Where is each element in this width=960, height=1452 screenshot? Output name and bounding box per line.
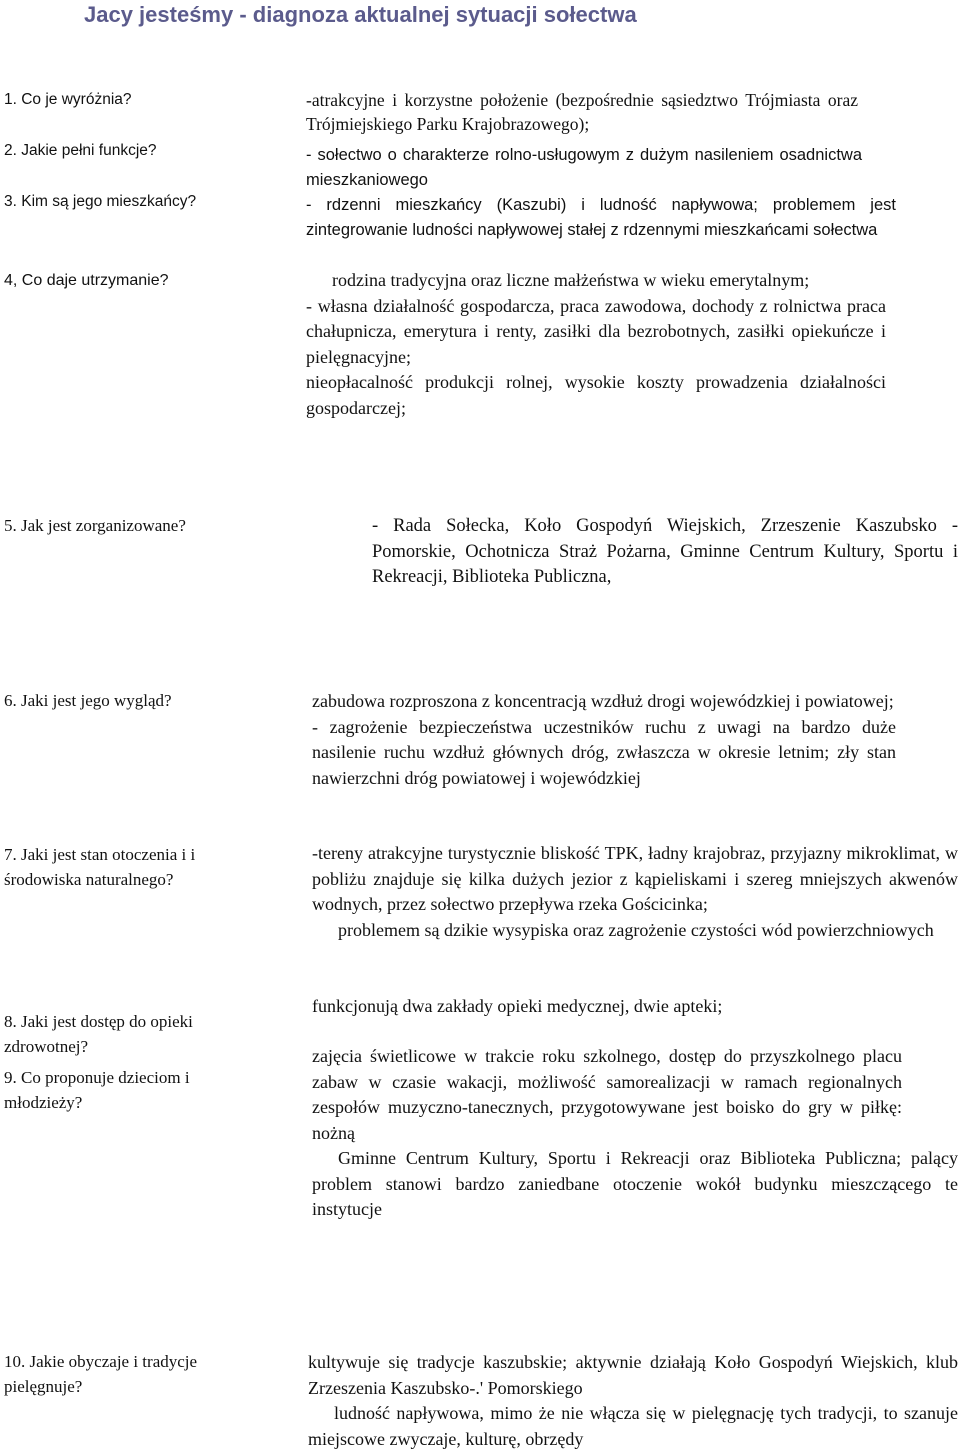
question-3: 3. Kim są jego mieszkańcy? (4, 193, 197, 210)
answer-4-line-1: rodzina tradycyjna oraz liczne małżeństwa w wieku emerytalnym; (332, 270, 810, 290)
question-7: 7. Jaki jest stan otoczenia i i środowiska naturalnego? (4, 845, 196, 889)
answer-1: -atrakcyjne i korzystne położenie (bezpośrednie sąsiedztwo Trójmiasta oraz Trójmiejskiego Parku Krajobrazowego); (306, 90, 858, 134)
answer-9-line-1: zajęcia świetlicowe w trakcie roku szkolnego, dostęp do przyszkolnego placu zabaw w czasie wakacji, możliwość samorealizacji w ramach regionalnych zespołów muzyczno-tanecznych, przygotowywane jest boisko do gry w piłkę: nożną (312, 1046, 902, 1143)
answer-4-line-3: nieopłacalność produkcji rolnej, wysokie koszty prowadzenia działalności gospodarczej; (306, 372, 886, 418)
answer-7 (312, 841, 958, 943)
answer-7-line-2: problemem są dzikie wysypiska oraz zagrożenie czystości wód powierzchniowych (338, 919, 934, 940)
page-title: Jacy jesteśmy - diagnoza aktualnej sytuacji sołectwa (84, 2, 637, 27)
answer-9-line-2: Gminne Centrum Kultury, Sportu i Rekreacji oraz Biblioteka Publiczna; palący problem stanowi bardzo zaniedbane otoczenie wokół budynku mieszczącego te instytucje (312, 1148, 958, 1219)
answer-10-line-1: kultywuje się tradycje kaszubskie; aktywnie działają Koło Gospodyń Wiejskich, klub Zrzeszenia Kaszubsko-.' Pomorskiego (308, 1352, 958, 1398)
answer-5: - Rada Sołecka, Koło Gospodyń Wiejskich, Zrzeszenie Kaszubsko - Pomorskie, Ochotnicza Straż Pożarna, Gminne Centrum Kultury, Sportu i Rekreacji, Biblioteka Publiczna, (372, 516, 958, 587)
answer-8: funkcjonują dwa zakłady opieki medycznej, dwie apteki; (312, 996, 723, 1016)
answer-10-line-2: ludność napływowa, mimo że nie włącza się w pielęgnację tych tradycji, to szanuje miejscowe zwyczaje, kulturę, obrzędy (308, 1403, 958, 1449)
answer-6-line-2: - zagrożenie bezpieczeństwa uczestników ruchu z uwagi na bardzo duże nasilenie ruchu wzdłuż głównych dróg, zwłaszcza w okresie letnim; zły stan nawierzchni dróg powiatowej i wojewódzkiej (312, 716, 896, 788)
question-10: 10. Jakie obyczaje i tradycje pielęgnuje? (4, 1352, 198, 1396)
answer-9 (312, 1044, 958, 1223)
question-9: 9. Co proponuje dzieciom i młodzieży? (4, 1068, 190, 1112)
answer-4-line-2: - własna działalność gospodarcza, praca zawodowa, dochody z rolnictwa praca chałupnicza, emerytura i renty, zasiłki dla bezrobotnych, zasiłki opiekuńcze i pielęgnacyjne; (306, 295, 886, 367)
question-4: 4, Co daje utrzymanie? (4, 272, 169, 289)
question-8: 8. Jaki jest dostęp do opieki zdrowotnej? (4, 1012, 193, 1056)
question-2: 2. Jakie pełni funkcje? (4, 142, 157, 159)
answer-4 (306, 268, 886, 421)
question-5: 5. Jak jest zorganizowane? (4, 516, 186, 535)
answer-6-line-1: zabudowa rozproszona z koncentracją wzdłuż drogi wojewódzkiej i powiatowej; (312, 691, 894, 711)
question-1: 1. Co je wyróżnia? (4, 91, 132, 108)
answer-10 (308, 1350, 958, 1452)
question-6: 6. Jaki jest jego wygląd? (4, 691, 172, 710)
answer-7-line-1: -tereny atrakcyjne turystycznie bliskość TPK, ładny krajobraz, przyjazny mikroklimat, w pobliżu znajduje się kilka dużych jezior z kąpieliskami i szereg mniejszych akwenów wodnych, przez sołectwo przepływa rzeka Gościcinka; (312, 843, 958, 914)
answer-6 (312, 689, 958, 791)
answer-3: - rdzenni mieszkańcy (Kaszubi) i ludność napływowa; problemem jest zintegrowanie ludności napływowej stałej z rdzennymi mieszkańcami sołectwa (306, 196, 896, 239)
answer-2: - sołectwo o charakterze rolno-usługowym z dużym nasileniem osadnictwa mieszkaniowego (306, 146, 862, 189)
